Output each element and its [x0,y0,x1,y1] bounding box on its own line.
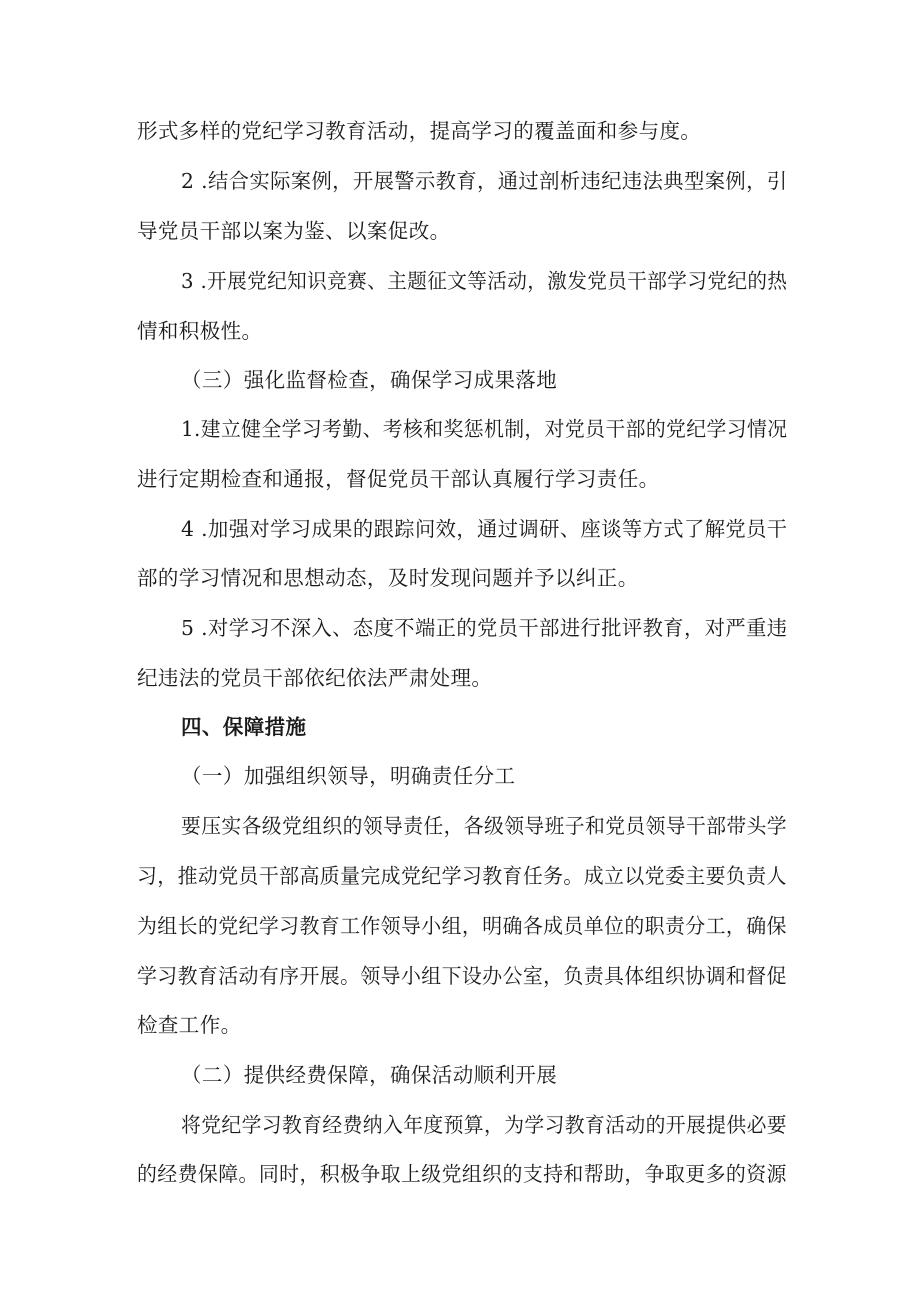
section-heading-1: （一）加强组织领导，明确责任分工 [181,764,516,788]
text-line-5: 情和积极性。 [137,319,263,343]
text-line-11: 5 .对学习不深入、态度不端正的党员干部进行批评教育，对严重违 [181,616,788,640]
text-line-4: 3 .开展党纪知识竞赛、主题征文等活动，激发党员干部学习党纪的热 [181,269,788,293]
chapter-heading-4: 四、保障措施 [181,715,307,739]
section-heading-3: （三）强化监督检查，确保学习成果落地 [181,368,558,392]
text-line-10: 部的学习情况和思想动态，及时发现问题并予以纠正。 [137,566,639,590]
text-line-8: 进行定期检查和通报，督促党员干部认真履行学习责任。 [137,467,660,491]
text-line-19: 检查工作。 [137,1013,242,1037]
text-line-3: 导党员干部以案为鉴、以案促改。 [137,219,451,243]
text-line-21: 将党纪学习教育经费纳入年度预算，为学习教育活动的开展提供必要 [181,1113,787,1137]
text-line-17: 为组长的党纪学习教育工作领导小组，明确各成员单位的职责分工，确保 [137,914,787,938]
text-line-22: 的经费保障。同时，积极争取上级党组织的支持和帮助，争取更多的资源 [137,1162,787,1186]
text-line-16: 习，推动党员干部高质量完成党纪学习教育任务。成立以党委主要负责人 [137,864,787,888]
text-line-2: 2 .结合实际案例，开展警示教育，通过剖析违纪违法典型案例，引 [181,169,788,193]
text-line-7: 1.建立健全学习考勤、考核和奖惩机制，对党员干部的党纪学习情况 [181,417,788,441]
text-line-9: 4 .加强对学习成果的跟踪问效，通过调研、座谈等方式了解党员干 [181,517,788,541]
text-line-18: 学习教育活动有序开展。领导小组下设办公室，负责具体组织协调和督促 [137,964,787,988]
section-heading-2: （二）提供经费保障，确保活动顺利开展 [181,1063,558,1087]
text-line-1: 形式多样的党纪学习教育活动，提高学习的覆盖面和参与度。 [137,119,702,143]
text-line-15: 要压实各级党组织的领导责任，各级领导班子和党员领导干部带头学 [181,814,787,838]
text-line-12: 纪违法的党员干部依纪依法严肃处理。 [137,666,493,690]
